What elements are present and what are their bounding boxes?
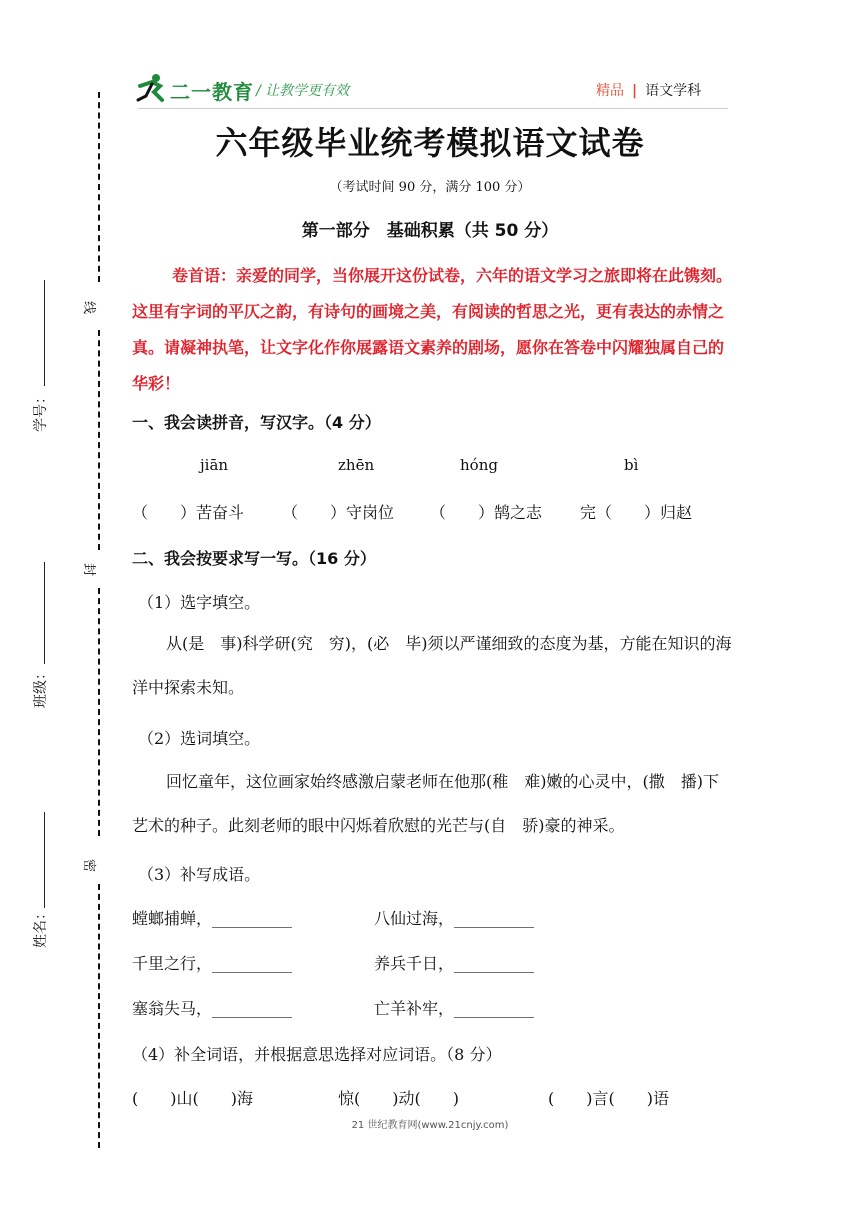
pinyin-4: bì (624, 456, 639, 474)
footer-source: 21 世纪教育网(www.21cnjy.com) (351, 1120, 509, 1131)
subject-label: 语文学科 (645, 83, 702, 99)
idiom-6[interactable]: 亡羊补牢，__________ (374, 999, 535, 1018)
binding-dashed-line (98, 884, 100, 1148)
runner-logo-icon (136, 72, 170, 104)
sub2-label: （2）选词填空。 (138, 729, 261, 748)
slogan: / 让教学更有效 (256, 83, 350, 99)
part-heading: 第一部分 基础积累（共 50 分） (301, 221, 559, 241)
idiom-3[interactable]: 千里之行，__________ (132, 954, 293, 973)
exam-title: 六年级毕业统考模拟语文试卷 (215, 124, 645, 162)
sub1-label: （1）选字填空。 (138, 593, 261, 612)
pinyin-1: jiān (200, 456, 229, 474)
q1-heading: 一、我会读拼音，写汉字。（4 分） (132, 413, 381, 432)
idiom-2[interactable]: 八仙过海，__________ (374, 909, 535, 928)
word-item-4[interactable]: 完（ ）归赵 (580, 503, 693, 522)
header-tag (596, 80, 701, 100)
fill-word-1[interactable]: ( )山( )海 (132, 1089, 253, 1108)
word-item-1[interactable]: （ ）苦奋斗 (132, 503, 245, 522)
preface: 卷首语：亲爱的同学，当你展开这份试卷，六年的语文学习之旅即将在此镌刻。这里有字词的平仄之韵，有诗句的画境之美，有阅读的哲思之光，更有表达的赤情之真。请凝神执笔，让文字化作你展露语文素养的剧场，愿你在答卷中闪耀独属自己的华彩！ (132, 266, 733, 393)
sub4-label: （4）补全词语，并根据意思选择对应词语。（8 分） (132, 1045, 502, 1064)
header-separator: | (632, 83, 638, 99)
name-label: 姓名： (33, 906, 49, 948)
header-rule (138, 108, 728, 109)
seal-char-secret: 密 (81, 858, 97, 873)
exam-subtitle: （考试时间 90 分，满分 100 分） (329, 180, 531, 195)
sub3-label: （3）补写成语。 (138, 865, 261, 884)
idiom-5[interactable]: 塞翁失马，__________ (132, 999, 293, 1018)
word-item-2[interactable]: （ ）守岗位 (282, 503, 395, 522)
seal-char-line: 线 (81, 300, 97, 315)
word-item-3[interactable]: （ ）鹄之志 (430, 503, 543, 522)
class-underline (44, 562, 45, 664)
logo-text: 二一教育 (170, 80, 254, 104)
pinyin-2: zhēn (338, 456, 375, 474)
quality-badge: 精品 (596, 83, 624, 99)
binding-dashed-line (98, 330, 100, 550)
name-underline (44, 812, 45, 908)
sub2-text: 回忆童年，这位画家始终感激启蒙老师在他那(稚 难)嫩的心灵中，(撒 播)下艺术的种子。此刻老师的眼中闪烁着欣慰的光芒与(自 骄)豪的神采。 (132, 772, 719, 835)
fill-word-3[interactable]: ( )言( )语 (548, 1089, 669, 1108)
q2-heading: 二、我会按要求写一写。（16 分） (132, 549, 376, 568)
sub1-text: 从(是 事)科学研(究 穷)，(必 毕)须以严谨细致的态度为基，方能在知识的海洋中探索未知。 (132, 634, 732, 697)
class-label: 班级： (33, 666, 49, 708)
fill-word-2[interactable]: 惊( )动( ) (338, 1089, 459, 1108)
student-id-underline (44, 280, 45, 386)
idiom-4[interactable]: 养兵千日，__________ (374, 954, 535, 973)
idiom-1[interactable]: 螳螂捕蝉，__________ (132, 909, 293, 928)
seal-char-seal: 封 (81, 562, 97, 577)
pinyin-3: hóng (460, 456, 498, 474)
binding-dashed-line (98, 588, 100, 836)
student-id-label: 学号： (33, 390, 49, 432)
